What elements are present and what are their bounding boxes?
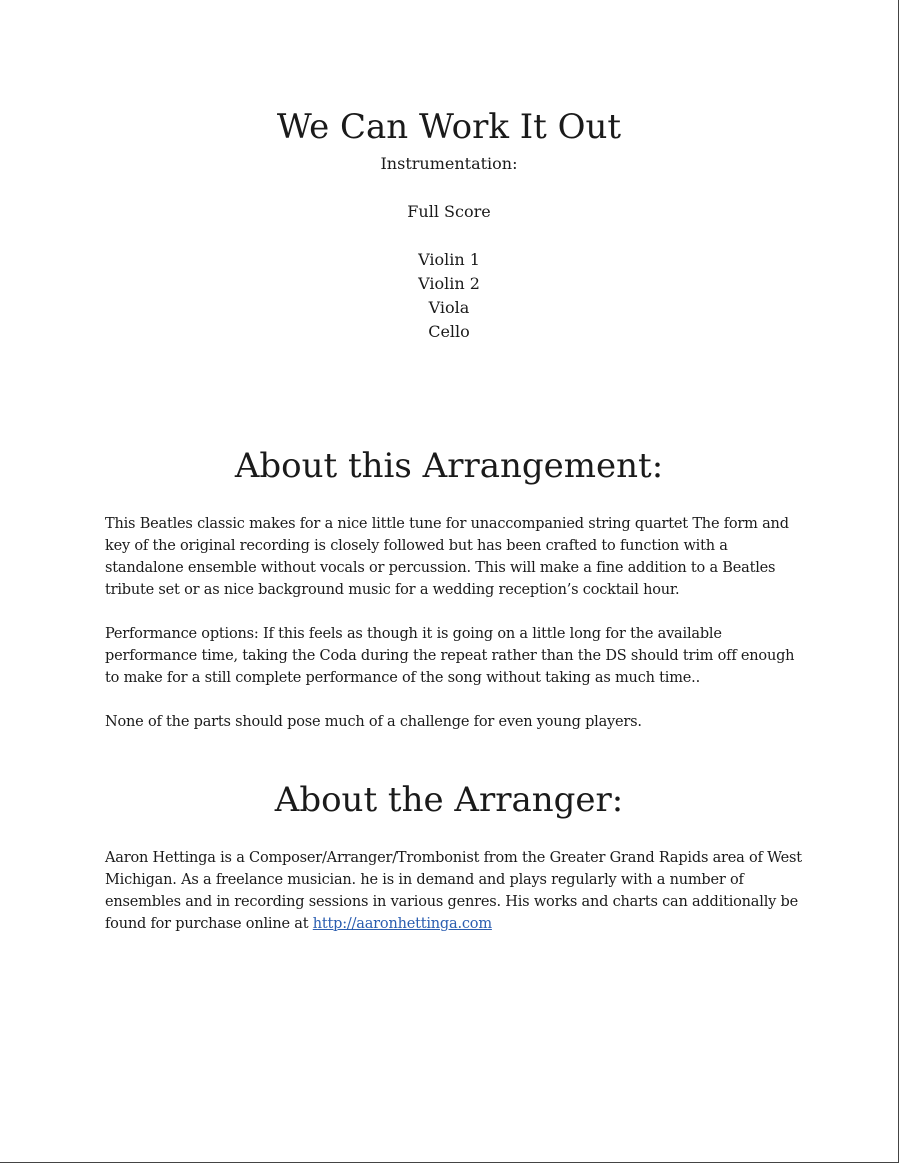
arrangement-paragraph-2: Performance options: If this feels as though it is going on a little long for the available performance time, taking the Coda during the repeat rather than the DS should trim off enough to make for a still complete performance of the song without taking as much time..	[105, 626, 795, 686]
parts-list	[0, 248, 898, 344]
part-item: Violin 1	[418, 250, 480, 269]
arrangement-paragraph-1: This Beatles classic makes for a nice little tune for unaccompanied string quartet The form and key of the original recording is closely followed but has been crafted to function with a standalone ensemble without vocals or percussion. This will make a fine addition to a Beatles tribute set or as nice background music for a wedding reception’s cocktail hour.	[105, 516, 789, 598]
document-title: We Can Work It Out	[276, 107, 622, 147]
instrumentation-label: Instrumentation:	[380, 154, 518, 173]
part-item: Viola	[428, 298, 470, 317]
arranger-bio-text: Aaron Hettinga is a Composer/Arranger/Trombonist from the Greater Grand Rapids area of West Michigan. As a freelance musician. he is in demand and plays regularly with a number of ensembles and in recording sessions in various genres. His works and charts can additionally be found for purchase online at	[105, 850, 802, 932]
about-arranger-heading: About the Arranger:	[274, 780, 624, 820]
arrangement-paragraph-3: None of the parts should pose much of a challenge for even young players.	[105, 714, 642, 730]
full-score-label: Full Score	[407, 202, 491, 221]
arranger-website-link[interactable]: http://aaronhettinga.com	[312, 916, 492, 932]
part-item: Cello	[428, 322, 470, 341]
arranger-paragraph	[105, 847, 805, 935]
about-arrangement-heading: About this Arrangement:	[234, 446, 664, 486]
part-item: Violin 2	[418, 274, 480, 293]
